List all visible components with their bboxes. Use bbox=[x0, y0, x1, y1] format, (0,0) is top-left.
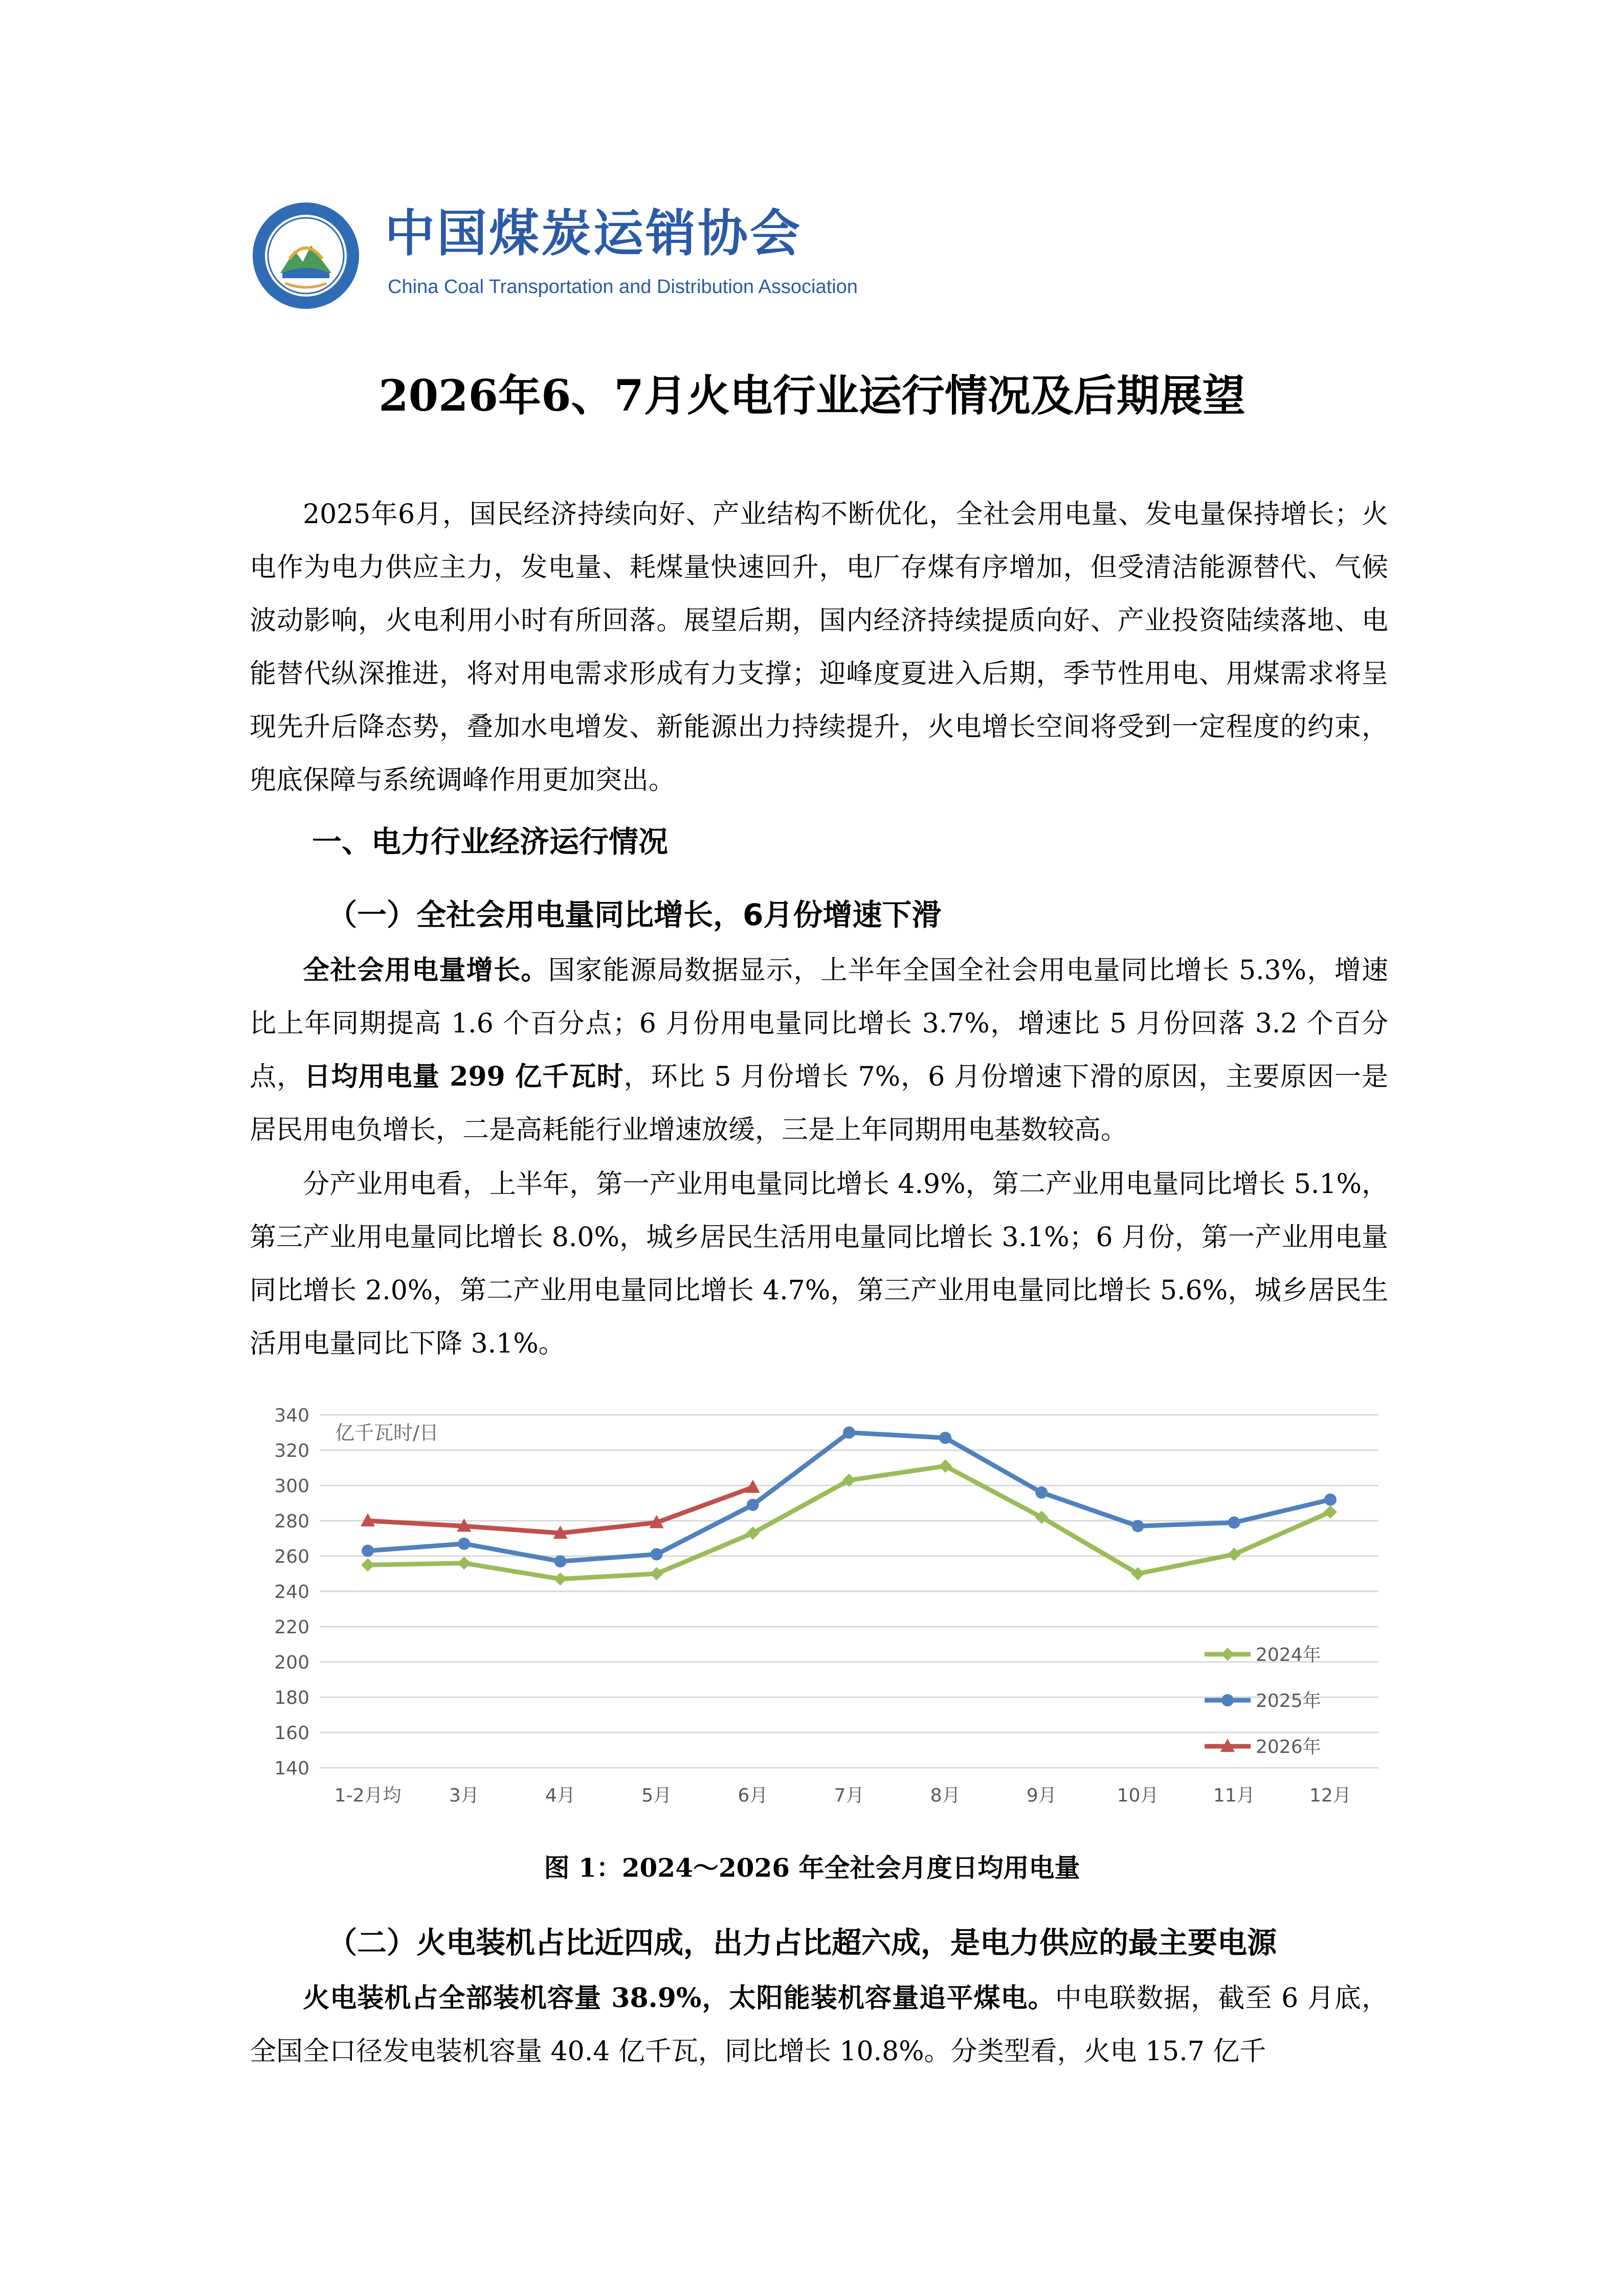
y-tick-label: 180 bbox=[274, 1687, 309, 1708]
x-tick-label: 9月 bbox=[1026, 1785, 1057, 1806]
data-point bbox=[1324, 1505, 1337, 1519]
y-tick-label: 220 bbox=[274, 1617, 309, 1638]
y-tick-label: 260 bbox=[274, 1546, 309, 1567]
org-name-chinese: 中国煤炭运销协会 bbox=[385, 205, 803, 263]
data-point bbox=[553, 1572, 567, 1586]
y-tick-label: 340 bbox=[274, 1405, 309, 1426]
data-point bbox=[362, 1545, 374, 1557]
data-point bbox=[1221, 1648, 1234, 1661]
intro-paragraph bbox=[250, 488, 1388, 807]
paragraph-text: 中电联数据，截至 6 月底，全国全口径发电装机容量 40.4 亿千瓦，同比增长 10.8%。分类型看，火电 15.7 亿千 bbox=[250, 1983, 1388, 2067]
y-tick-label: 200 bbox=[274, 1652, 309, 1673]
association-seal-logo bbox=[252, 201, 360, 310]
paragraph-text: ，环比 5 月份增长 7%，6 月份增速下滑的原因，主要原因一是居民用电负增长，二是高耗能行业增速放缓，三是上年同期用电基数较高。 bbox=[250, 1062, 1388, 1145]
document-title: 2026年6、7月火电行业运行情况及后期展望 bbox=[379, 370, 1245, 421]
legend-label: 2026年 bbox=[1256, 1737, 1321, 1758]
x-tick-label: 12月 bbox=[1309, 1785, 1351, 1806]
intro-text: 2025年6月，国民经济持续向好、产业结构不断优化，全社会用电量、发电量保持增长；火电作为电力供应主力，发电量、耗煤量快速回升，电厂存煤有序增加，但受清洁能源替代、气候波动影响，火电利用小时有所回落。展望后期，国内经济持续提质向好、产业投资陆续落地、电能替代纵深推进，将对用电需求形成有力支撑；迎峰度夏进入后期，季节性用电、用煤需求将呈现先升后降态势，叠加水电增发、新能源出力持续提升，火电增长空间将受到一定程度的约束，兜底保障与系统调峰作用更加突出。 bbox=[250, 499, 1388, 796]
x-tick-label: 6月 bbox=[738, 1785, 768, 1806]
series-2025年 bbox=[362, 1427, 1337, 1568]
paragraph-text: 国家能源局数据显示，上半年全国全社会用电量同比增长 5.3%，增速比上年同期提高 1.6 个百分点；6 月份用电量同比增长 3.7%，增速比 5 月份回落 3.2 个百分点， bbox=[250, 955, 1388, 1092]
daily-consumption-line-chart bbox=[233, 1388, 1409, 1843]
x-tick-label: 7月 bbox=[834, 1785, 864, 1806]
lead-bold-text: 全社会用电量增长。 bbox=[303, 955, 548, 986]
x-tick-label: 3月 bbox=[449, 1785, 479, 1806]
data-point bbox=[843, 1427, 855, 1439]
daily-consumption-highlight: 日均用电量 299 亿千瓦时 bbox=[304, 1061, 624, 1092]
data-point bbox=[1132, 1520, 1144, 1532]
section-heading-1: 一、电力行业经济运行情况 bbox=[312, 824, 669, 859]
data-point bbox=[1324, 1494, 1337, 1506]
y-tick-label: 300 bbox=[274, 1476, 309, 1497]
y-tick-label: 240 bbox=[274, 1582, 309, 1603]
subsection-heading-1: （一）全社会用电量同比增长，6月份增速下滑 bbox=[327, 897, 942, 932]
legend-label: 2024年 bbox=[1256, 1645, 1321, 1665]
org-name-english: China Coal Transportation and Distribution Association bbox=[388, 276, 858, 298]
data-point bbox=[1228, 1548, 1241, 1561]
data-point bbox=[747, 1499, 759, 1511]
legend-label: 2025年 bbox=[1256, 1691, 1321, 1712]
data-point bbox=[939, 1432, 951, 1444]
y-tick-label: 140 bbox=[274, 1758, 309, 1779]
series-line bbox=[368, 1433, 1330, 1562]
data-point bbox=[457, 1557, 471, 1570]
y-tick-label: 320 bbox=[274, 1440, 309, 1461]
lead-bold-text: 火电装机占全部装机容量 38.9%，太阳能装机容量追平煤电。 bbox=[303, 1983, 1055, 2014]
x-tick-label: 5月 bbox=[641, 1785, 672, 1806]
x-tick-label: 4月 bbox=[545, 1785, 575, 1806]
x-axis-ticks bbox=[335, 1785, 1351, 1806]
data-point bbox=[554, 1555, 566, 1567]
subsection-heading-2: （二）火电装机占比近四成，出力占比超六成，是电力供应的最主要电源 bbox=[327, 1925, 1277, 1960]
data-point bbox=[1035, 1487, 1048, 1499]
x-tick-label: 10月 bbox=[1117, 1785, 1159, 1806]
y-axis-ticks bbox=[274, 1405, 309, 1779]
x-tick-label: 1-2月均 bbox=[334, 1785, 402, 1806]
legend-entry bbox=[1205, 1737, 1321, 1758]
capacity-paragraph bbox=[250, 1972, 1388, 2078]
y-tick-label: 160 bbox=[274, 1723, 309, 1744]
industry-consumption-paragraph bbox=[250, 1158, 1388, 1370]
data-point bbox=[1221, 1694, 1234, 1706]
legend-entry bbox=[1205, 1691, 1321, 1712]
y-axis-label: 亿千瓦时/日 bbox=[335, 1422, 439, 1444]
paragraph-text: 分产业用电看，上半年，第一产业用电量同比增长 4.9%，第二产业用电量同比增长 5.1%，第三产业用电量同比增长 8.0%，城乡居民生活用电量同比增长 3.1%；6 月份，第一产业用电量同比增长 2.0%，第二产业用电量同比增长 4.7%，第三产业用电量同比增长 5.6%，城乡居民生活用电量同比下降 3.1%。 bbox=[250, 1169, 1388, 1359]
x-tick-label: 11月 bbox=[1213, 1785, 1255, 1806]
y-tick-label: 280 bbox=[274, 1511, 309, 1532]
x-tick-label: 8月 bbox=[930, 1785, 961, 1806]
data-point bbox=[650, 1567, 663, 1581]
data-point bbox=[458, 1538, 470, 1550]
data-point bbox=[1228, 1516, 1240, 1528]
chart-gridlines bbox=[320, 1415, 1378, 1768]
data-point bbox=[361, 1558, 374, 1571]
electricity-consumption-paragraph bbox=[250, 944, 1388, 1157]
data-point bbox=[651, 1548, 663, 1561]
figure-caption: 图 1：2024～2026 年全社会月度日均用电量 bbox=[544, 1853, 1080, 1883]
